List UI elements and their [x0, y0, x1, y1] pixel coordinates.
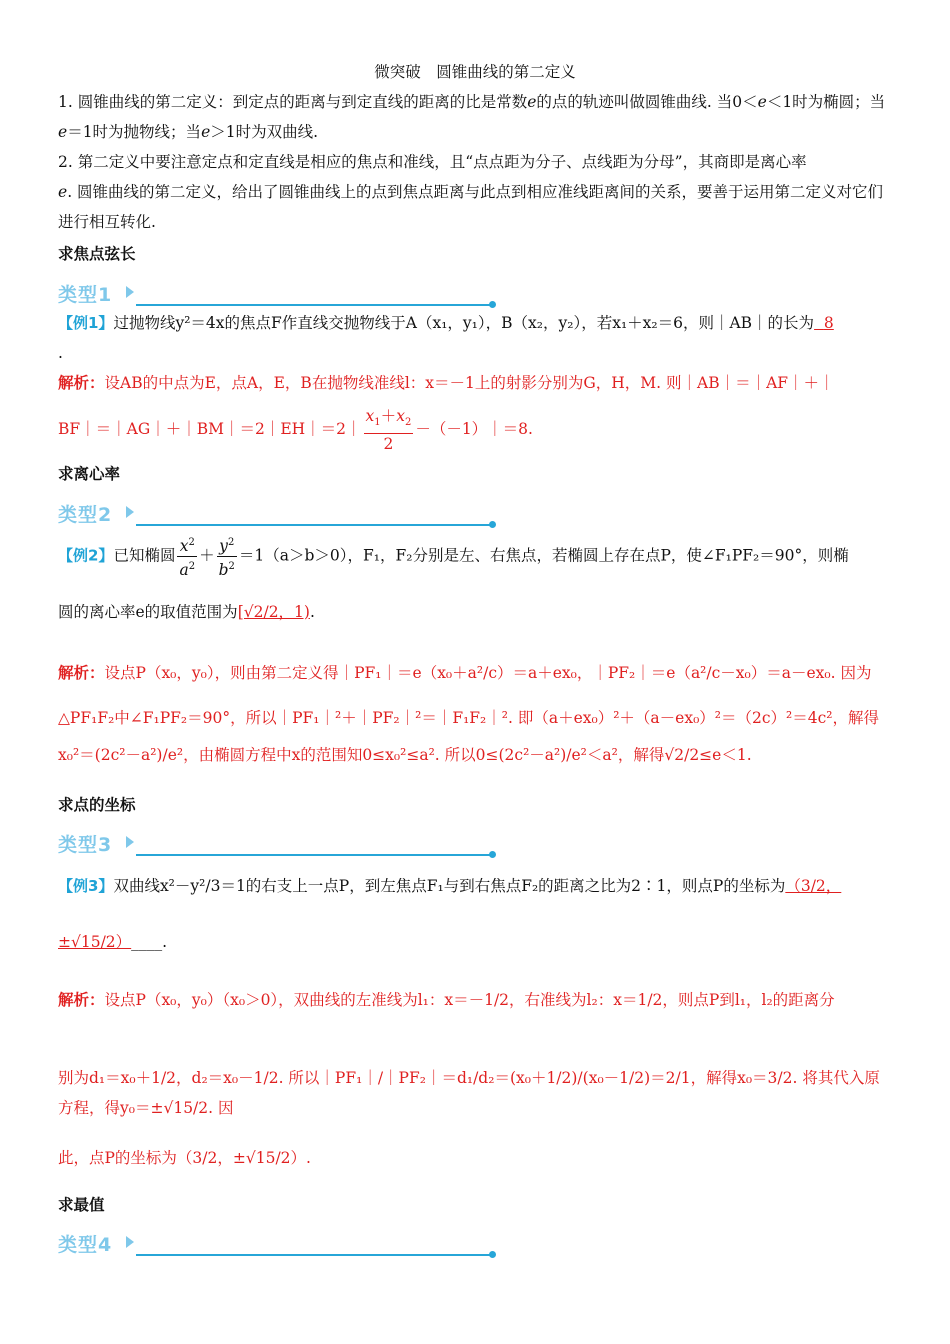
type-banner-4	[58, 1230, 438, 1260]
answer-blank: [√2/2，1)	[237, 603, 310, 621]
section-heading-extremum: 求最值	[58, 1196, 105, 1214]
triangle-right-icon	[126, 1236, 134, 1248]
example-3-line-2: ±√15/2）____.	[58, 933, 168, 951]
triangle-right-icon	[126, 836, 134, 848]
solution-2-line-2: △PF₁F₂中∠F₁PF₂＝90°，所以｜PF₁｜²＋｜PF₂｜²＝｜F₁F₂｜². 即（a＋ex₀）²＋（a－ex₀）²＝（2c）²＝4c²，解得	[58, 709, 880, 727]
divider-line	[136, 1254, 491, 1256]
intro-paragraph-1: 1. 圆锥曲线的第二定义：到定点的距离与到定直线的距离的比是常数e的点的轨迹叫做圆锥曲线. 当0＜e＜1时为椭圆；当e＝1时为抛物线；当e＞1时为双曲线.	[58, 93, 886, 141]
page-title: 微突破 圆锥曲线的第二定义	[374, 63, 576, 81]
example-1: 【例1】过抛物线y²＝4x的焦点F作直线交抛物线于A（x₁，y₁），B（x₂，y₂），若x₁＋x₂＝6，则｜AB｜的长为 8 .	[58, 314, 834, 362]
section-heading-focal-chord: 求焦点弦长	[58, 245, 136, 263]
solution-3-line-3: 此，点P的坐标为（3/2，±√15/2）.	[58, 1149, 311, 1167]
example-tag: 【例2】	[58, 546, 114, 565]
solution-1: 解析：设AB的中点为E，点A，E，B在抛物线准线l：x＝－1上的射影分别为G，H，M. 则｜AB｜＝｜AF｜＋｜	[58, 373, 835, 392]
type-banner-3	[58, 830, 438, 860]
fraction: $\frac{x^2}{a^2}$	[179, 537, 196, 580]
dot-icon	[489, 301, 496, 308]
dot-icon	[489, 1251, 496, 1258]
solution-2-line-3: x₀²＝(2c²－a²)/e²，由椭圆方程中x的范围知0≤x₀²≤a². 所以0≤(2c²－a²)/e²＜a²，解得√2/2≤e＜1.	[58, 746, 752, 764]
fraction: $\frac{y^2}{b^2}$	[218, 537, 235, 580]
dot-icon	[489, 521, 496, 528]
section-heading-point-coordinates: 求点的坐标	[58, 796, 136, 814]
type-banner-1	[58, 280, 438, 310]
fraction: $\frac{x_1+x_2}{2}$	[365, 407, 412, 454]
section-heading-eccentricity: 求离心率	[58, 465, 121, 483]
type-label: 类型2	[58, 504, 113, 526]
intro-paragraph-2: 2. 第二定义中要注意定点和定直线是相应的焦点和准线，且“点点距为分子、点线距为分母”，其商即是离心率 e. 圆锥曲线的第二定义，给出了圆锥曲线上的点到焦点距离与此点到相应准线距离间的关系，要善于运用第二定义对它们进行相互转化.	[58, 153, 884, 231]
answer-blank: （3/2，	[785, 877, 842, 895]
example-tag: 【例3】	[58, 877, 114, 895]
example-2-line-2: 圆的离心率e的取值范围为[√2/2，1).	[58, 603, 315, 621]
example-tag: 【例1】	[58, 314, 114, 332]
solution-2: 解析：设点P（x₀，y₀），则由第二定义得｜PF₁｜＝e（x₀＋a²/c）＝a＋ex₀，｜PF₂｜＝e（a²/c－x₀）＝a－ex₀. 因为	[58, 663, 872, 682]
answer-blank: 8	[823, 314, 834, 332]
example-3: 【例3】双曲线x²－y²/3＝1的右支上一点P，到左焦点F₁与到右焦点F₂的距离之比为2∶1，则点P的坐标为（3/2，	[58, 877, 842, 895]
example-2: 【例2】已知椭圆 $\frac{x^2}{a^2}$ ＋ $\frac{y^2}{b^2}$ ＝1（a＞b＞0），F₁，F₂分别是左、右焦点，若椭圆上存在点P，使∠F₁PF₂＝90°，则椭	[58, 533, 888, 580]
triangle-right-icon	[126, 506, 134, 518]
dot-icon	[489, 851, 496, 858]
type-label: 类型3	[58, 834, 113, 856]
solution-1-line-2: BF｜＝｜AG｜＋｜BM｜＝2｜EH｜＝2｜ $\frac{x_1+x_2}{2}$ －（－1）｜＝8.	[58, 407, 533, 454]
solution-3: 解析：设点P（x₀，y₀）（x₀＞0），双曲线的左准线为l₁：x＝－1/2，右准线为l₂：x＝1/2，则点P到l₁，l₂的距离分	[58, 990, 835, 1009]
divider-line	[136, 854, 491, 856]
divider-line	[136, 304, 491, 306]
triangle-right-icon	[126, 286, 134, 298]
type-banner-2	[58, 500, 438, 530]
solution-3-line-2: 别为d₁＝x₀＋1/2，d₂＝x₀－1/2. 所以｜PF₁｜/｜PF₂｜＝d₁/d₂＝(x₀＋1/2)/(x₀－1/2)＝2/1，解得x₀＝3/2. 将其代入原方程，得y₀＝±√15/2. 因	[58, 1069, 880, 1117]
answer-blank: ±√15/2）	[58, 933, 132, 951]
type-label: 类型1	[58, 284, 113, 306]
divider-line	[136, 524, 491, 526]
type-label: 类型4	[58, 1234, 113, 1256]
